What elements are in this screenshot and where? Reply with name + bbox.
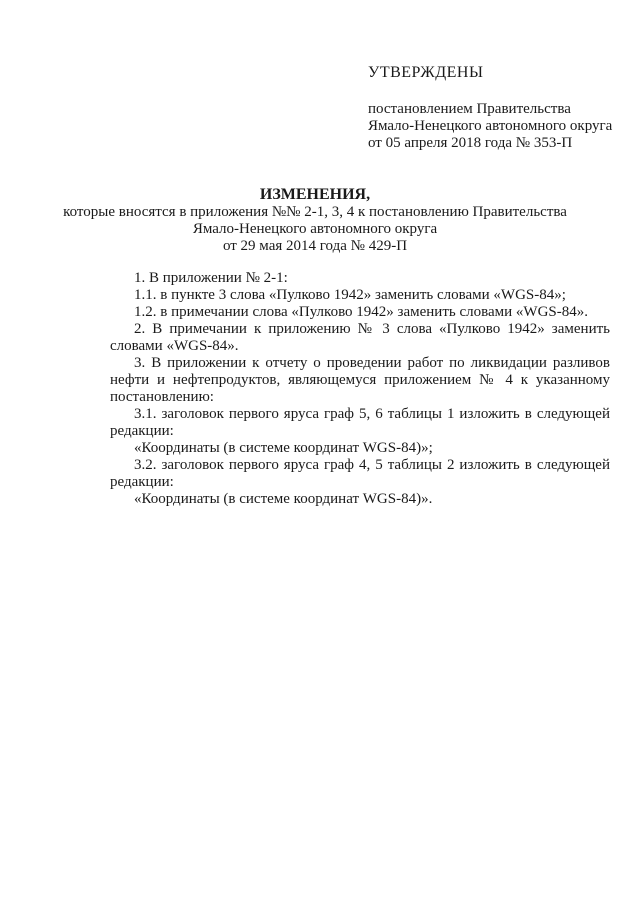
paragraph: 1.1. в пункте 3 слова «Пулково 1942» заменить словами «WGS-84»;	[134, 287, 566, 303]
paragraph: 3.2. заголовок первого яруса граф 4, 5 таблицы 2 изложить в следующей редакции:	[110, 457, 610, 490]
document-heading	[60, 186, 570, 255]
paragraph: 3. В приложении к отчету о проведении работ по ликвидации разливов нефти и нефтепродуктов, являющемуся приложением № 4 к указанному постановлению:	[110, 355, 610, 405]
paragraph: 2. В примечании к приложению № 3 слова «Пулково 1942» заменить словами «WGS-84».	[110, 321, 610, 354]
document-body	[110, 270, 610, 508]
approval-title: УТВЕРЖДЕНЫ	[368, 64, 484, 81]
approval-line: от 05 апреля 2018 года № 353-П	[368, 135, 573, 151]
paragraph: «Координаты (в системе координат WGS-84)»;	[134, 440, 433, 456]
approval-line: постановлением Правительства	[368, 101, 571, 117]
heading-line: которые вносятся в приложения №№ 2-1, 3, 4 к постановлению Правительства	[63, 204, 567, 220]
heading-title: ИЗМЕНЕНИЯ,	[259, 186, 371, 203]
approval-block	[368, 64, 618, 152]
heading-line: от 29 мая 2014 года № 429-П	[222, 238, 408, 254]
heading-line: Ямало-Ненецкого автономного округа	[192, 221, 438, 237]
paragraph: 3.1. заголовок первого яруса граф 5, 6 таблицы 1 изложить в следующей редакции:	[110, 406, 610, 439]
paragraph: «Координаты (в системе координат WGS-84)».	[134, 491, 433, 507]
paragraph: 1. В приложении № 2-1:	[134, 270, 288, 286]
approval-line: Ямало-Ненецкого автономного округа	[368, 118, 613, 134]
paragraph: 1.2. в примечании слова «Пулково 1942» заменить словами «WGS-84».	[134, 304, 589, 320]
